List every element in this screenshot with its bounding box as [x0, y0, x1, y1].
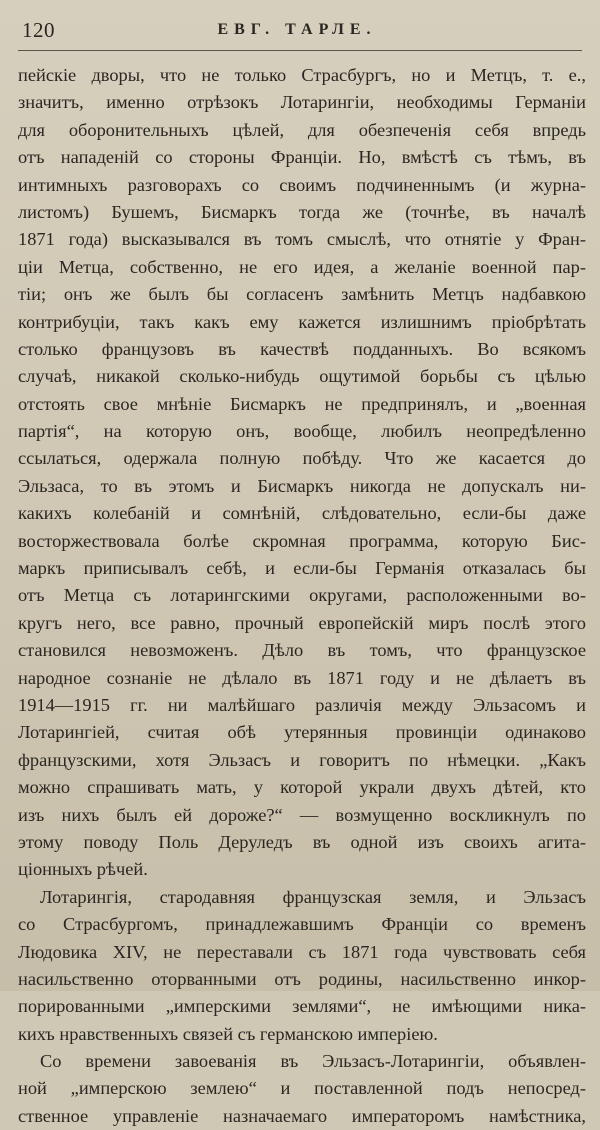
text-line: тіи; онъ же былъ бы согласенъ замѣнить Метцъ надбавкою [18, 284, 586, 305]
text-line: значитъ, именно отрѣзокъ Лотарингіи, необходимы Германіи [18, 92, 586, 113]
text-line: становился невозможенъ. Дѣло въ томъ, что французское [18, 640, 586, 661]
text-line: 1914—1915 гг. ни малѣйшаго различія между Эльзасомъ и [18, 694, 586, 715]
text-line: Лотарингіей, считая обѣ утерянныя провинціи одинаково [18, 722, 586, 743]
text-line: пейскіе дворы, что не только Страсбургъ, но и Метцъ, т. е., [18, 65, 586, 85]
text-line: со Страсбургомъ, принадлежавшимъ Франціи со временъ [18, 914, 586, 935]
text-line: Эльзаса, то въ этомъ и Бисмаркъ никогда не допускалъ ни- [18, 475, 586, 496]
text-line: насильственно оторванными отъ родины, насильственно инкор- [18, 968, 586, 989]
page-number: 120 [22, 18, 55, 42]
text-line: кихъ нравственныхъ связей съ германскою имперіею. [18, 1023, 438, 1044]
text-line: народное сознаніе не дѣлало въ 1871 году и не дѣлаетъ въ [18, 667, 586, 688]
text-line: французскими, хотя Эльзасъ и говоритъ по нѣмецки. „Какъ [18, 749, 586, 770]
text-line: ной „имперскою землею“ и поставленной подъ непосред- [18, 1078, 586, 1099]
text-line: Людовика XIV, не переставали съ 1871 года чувствовать себя [18, 941, 586, 962]
text-line: маркъ приписывалъ себѣ, и если-бы Германія отказалась бы [18, 558, 586, 579]
text-line: контрибуціи, такъ какъ ему кажется излишнимъ пріобрѣтать [18, 311, 586, 332]
text-line: порированными „имперскими землями“, не имѣющими ника- [18, 996, 586, 1017]
text-line: случаѣ, никакой сколько-нибудь ощутимой борьбы съ цѣлью [18, 366, 586, 387]
header-rule [18, 50, 582, 51]
text-line: ссылаться, одержала полную побѣду. Что же касается до [18, 448, 586, 469]
text-line: восторжествовала болѣе скромная программа, которую Бис- [18, 530, 586, 551]
text-line: можно спрашивать мать, у которой украли двухъ дѣтей, кто [18, 777, 586, 798]
text-line: какихъ колебаній и сомнѣній, слѣдовательно, если-бы даже [18, 503, 586, 524]
text-line: этому поводу Поль Деруледъ въ одной изъ своихъ агита- [18, 831, 586, 852]
text-line: ціонныхъ рѣчей. [18, 859, 148, 880]
page-header [12, 18, 582, 48]
text-line: интимныхъ разговорахъ со своимъ подчиненнымъ (и журна- [18, 174, 586, 195]
text-line: отстоять свое мнѣніе Бисмаркъ не предпринялъ, и „военная [18, 393, 586, 414]
text-line: ціи Метца, собственно, не его идея, а желаніе военной пар- [18, 256, 586, 277]
text-line: столько французовъ въ качествѣ подданныхъ. Во всякомъ [18, 338, 586, 359]
text-line: отъ нападеній со стороны Франціи. Но, вмѣстѣ съ тѣмъ, въ [18, 147, 586, 168]
text-line: Со времени завоеванія въ Эльзасъ-Лотарингіи, объявлен- [40, 1051, 586, 1072]
text-line: листомъ) Бушемъ, Бисмаркъ тогда же (точнѣе, въ началѣ [18, 201, 586, 222]
running-head: ЕВГ. ТАРЛЕ. [217, 21, 377, 38]
text-line: изъ нихъ былъ ей дороже?“ — возмущенно воскликнулъ по [18, 804, 586, 825]
text-line: кругъ него, все равно, прочный европейскій миръ послѣ этого [18, 612, 586, 633]
text-line: ственное управленіе назначаемаго императоромъ намѣстника, [18, 1105, 586, 1126]
text-line: партія“, на которую онъ, вообще, любилъ неопредѣленно [18, 421, 586, 442]
text-line: Лотарингія, стародавняя французская земля, и Эльзасъ [40, 886, 586, 907]
text-line: отъ Метца съ лотарингскими округами, расположенными во- [18, 585, 586, 606]
body-text [18, 62, 586, 1130]
text-line: 1871 года) высказывался въ томъ смыслѣ, что отнятіе у Фран- [18, 229, 586, 250]
text-line: для оборонительныхъ цѣлей, для обезпеченія себя впредь [18, 119, 586, 140]
